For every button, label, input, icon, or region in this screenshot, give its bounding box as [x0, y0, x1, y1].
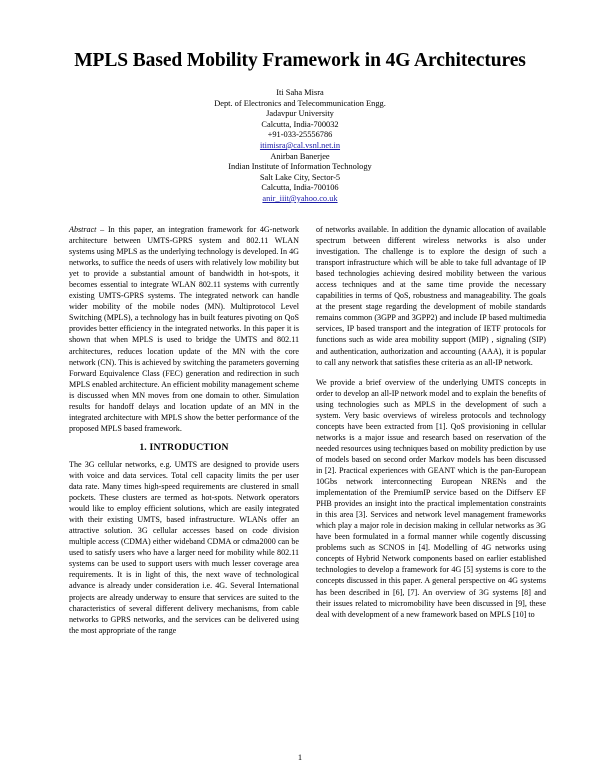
body-paragraph: of networks available. In addition the dynamic allocation of available spectrum between different wireless networks is also under investigation. The challenge is to explore the design of such a transport infrastructure which will be able to take full advantage of IP based technologies achieving desired mobility between the various access techniques and at the same time provide the necessary capabilities in terms of QoS, robustness and manageability. The goals at the present stage regarding the development of mobile standards remains common (3GPP and 3GPP2) and include IP based multimedia services, IP based transport and the integration of IETF protocols for functions such as wide area mobility support (MIP) , signaling (SIP) and authentication, authorization and accounting (AAA), it is popular to call any network that satisfies these criteria as an all-IP network. — [316, 225, 546, 367]
page-number: 1 — [297, 752, 303, 762]
author-address: Salt Lake City, Sector-5 — [259, 172, 341, 182]
author-city: Calcutta, India-700106 — [261, 183, 339, 193]
abstract-paragraph — [69, 224, 299, 434]
abstract-text: – In this paper, an integration framework for 4G-network architecture between UMTS-GPRS system and 802.11 WLAN systems using MPLS as the underlying technology is developed. In 4G networks, to suffice the needs of users with relatively low mobility but yet to provide a substantial amount of bandwidth in hot-spots, it becomes essential to integrate WLAN 802.11 systems with currently existing UMTS-GPRS systems. The integrated network can handle wider mobility of the mobile nodes (MN). Multiprotocol Level Switching (MPLS), a technology has in built features pivoting on QoS provides better efficiency in the integrated networks. In this paper it is shown that when MPLS is used to bridge the UMTS and 802.11 architectures, reduces location update of the MN with the core network (CN). This is achieved by switching the parameters governing Forward Equivalence Class (FEC) generation and redirection in such MPLS enabled architecture. An efficient mobility management scheme is discussed when MN moves from one domain to other. Simulation results for handoff delays and location update of an MN in the integrated architecture with MPLS show the better performance of the proposed MPLS based framework. — [69, 225, 299, 433]
right-column — [316, 224, 546, 620]
left-column — [69, 224, 299, 636]
author-name: Anirban Banerjee — [270, 151, 330, 161]
author-email-link[interactable]: anir_iiit@yahoo.co.uk — [262, 193, 338, 203]
author-institute: Indian Institute of Information Technology — [228, 162, 372, 172]
body-paragraph: We provide a brief overview of the underlying UMTS concepts in order to develop an all-IP network model and to explain the benefits of using technologies such as MPLS in the development of such a system. Very basic overviews of wireless protocols and technology concepts have been extracted from [1]. QoS provisioning in cellular networks is a major issue and research based on reservation of the needed resources using techniques based on mobility prediction by use of models based on second order Markov models has been discussed in [2]. Practical experiences with GEANT which is the pan-European 10Gbs network interconnecting European NRENs and the implementation of the PremiumIP service based on the Diffserv EF PHB provides an insight into the practical implementation constraints in this area [3]. Services and network level management frameworks which play a major role in decision making in cellular networks as 3G have been formulated in a formal manner while cogently discussing problems such as SCNOS in [4]. Modelling of 4G networks using concepts of Hybrid Network components based on earlier established technologies to develop a framework for 4G [5] systems is core to the concepts discussed in this paper. A general perspective on 4G systems has been described in [6], [7]. An overview of 3G systems [8] and their issues related to micromobility have been discussed in [9], these deal with development of a new framework based on MPLS [10] to — [316, 377, 546, 619]
paper-title: MPLS Based Mobility Framework in 4G Architectures — [74, 50, 526, 71]
body-paragraph: The 3G cellular networks, e.g. UMTS are designed to provide users with voice and data services. Total cell capacity limits the per user data rate. Many times high-speed requirements are clustered in small pockets. These clusters are termed as hot-spots. Network operators would like to employ efficient solutions, which are easily integrated with their existing UMTS, based infrastructure. WLANs offer an attractive solution. 3G cellular accesses based on code division multiple access (CDMA) either wideband CDMA or cdma2000 can be used to satisfy users who have a larger need for mobility while 802.11 systems can be used to support users with much lesser coverage area requirements. It is in light of this, the next wave of technological advance is already under consideration i.e. 4G. Several International projects are already underway to ensure that services are suited to the characteristics of several different delivery mechanisms, from cable networks to GPRS networks, and the services can be delivered using the most appropriate of the range — [69, 459, 299, 635]
author-block — [0, 88, 600, 205]
author-university: Jadavpur University — [266, 109, 334, 119]
author-email-link[interactable]: itimisra@cal.vsnl.net.in — [259, 140, 341, 150]
author-city: Calcutta, India-700032 — [261, 119, 339, 129]
author-phone: +91-033-25556786 — [267, 130, 333, 140]
author-department: Dept. of Electronics and Telecommunication Engg. — [214, 98, 386, 108]
abstract-label: Abstract — [69, 225, 97, 234]
author-name: Iti Saha Misra — [276, 88, 324, 97]
section-heading-introduction: 1. INTRODUCTION — [139, 441, 229, 453]
